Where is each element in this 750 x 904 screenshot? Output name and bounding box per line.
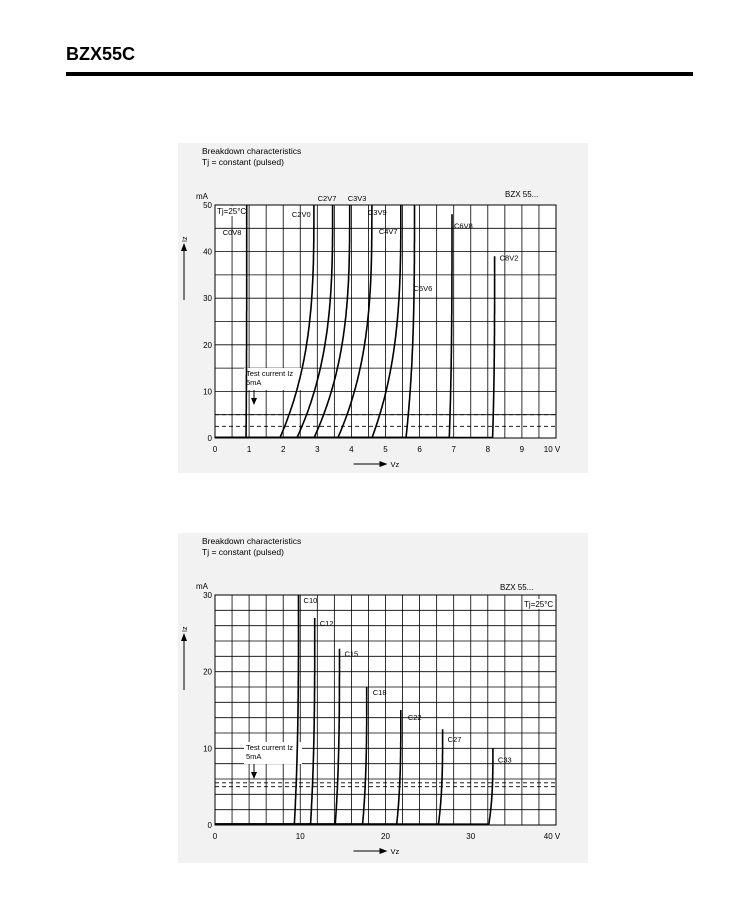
page-title: BZX55C <box>66 44 136 64</box>
chart-title: Breakdown characteristics <box>202 536 302 546</box>
x-axis-arrow-head <box>380 848 388 854</box>
x-tick-label: 30 <box>466 832 476 841</box>
test-current-label: Test current Iz <box>246 743 294 752</box>
series-label-c6v8: C6V8 <box>453 221 473 231</box>
series-label-c22: C22 <box>407 713 422 722</box>
x-axis-label: Vz <box>390 460 400 469</box>
x-tick-label: 2 <box>280 445 286 454</box>
condition-label: Tj=25°C <box>217 207 247 216</box>
breakdown-chart-high-voltage <box>178 533 588 863</box>
series-label-c8v2: C8V2 <box>499 253 519 263</box>
y-tick-label: 50 <box>203 201 212 210</box>
y-tick-label: 0 <box>207 821 212 830</box>
x-tick-label: 10 V <box>543 445 561 454</box>
chart-svg-high-voltage <box>178 533 588 863</box>
series-label-c10: C10 <box>303 596 318 605</box>
x-tick-label: 4 <box>349 445 354 454</box>
series-label-c33: C33 <box>497 755 512 765</box>
x-tick-label: 9 <box>519 445 525 454</box>
y-tick-label: 40 <box>203 247 212 257</box>
x-tick-label: 5 <box>383 445 388 454</box>
series-label-c0v8: C0V8 <box>222 228 242 237</box>
y-axis-arrow-head <box>181 633 187 641</box>
y-tick-label: 10 <box>203 744 212 754</box>
y-unit-label: mA <box>196 582 208 591</box>
x-tick-label: 3 <box>315 445 320 454</box>
breakdown-chart-low-voltage <box>178 143 588 473</box>
device-label: BZX 55... <box>505 190 539 199</box>
series-label-c5v6: C5V6 <box>413 284 433 293</box>
test-current-label: Test current Iz <box>246 369 294 378</box>
x-tick-label: 7 <box>451 445 456 454</box>
series-label-c27: C27 <box>447 735 462 745</box>
x-tick-label: 40 V <box>543 832 561 841</box>
test-current-value: 5mA <box>246 378 262 387</box>
test-current-value: 5mA <box>246 752 262 761</box>
chart-subtitle: Tj = constant (pulsed) <box>202 157 284 167</box>
y-tick-label: 20 <box>203 340 212 350</box>
series-label-c18: C18 <box>372 688 387 697</box>
x-tick-label: 8 <box>485 445 491 454</box>
condition-label: Tj=25°C <box>524 600 554 609</box>
y-tick-label: 10 <box>203 387 212 397</box>
series-label-c4v7: C4V7 <box>378 227 398 236</box>
x-tick-label: 1 <box>246 445 252 454</box>
y-tick-label: 0 <box>207 434 212 443</box>
x-tick-label: 10 <box>295 832 305 841</box>
x-tick-label: 0 <box>212 445 218 454</box>
device-label: BZX 55... <box>500 583 534 592</box>
y-tick-label: 20 <box>203 667 212 677</box>
y-tick-label: 30 <box>203 294 212 304</box>
chart-subtitle: Tj = constant (pulsed) <box>202 547 284 557</box>
y-tick-label: 30 <box>203 591 212 600</box>
series-label-c2v0: C2V0 <box>291 210 311 219</box>
chart-svg-low-voltage <box>178 143 588 473</box>
series-label-c12: C12 <box>319 619 334 628</box>
x-tick-label: 6 <box>417 445 422 454</box>
chart-title: Breakdown characteristics <box>202 146 302 156</box>
series-label-c15: C15 <box>344 649 359 659</box>
title-rule <box>66 72 693 76</box>
y-axis-arrow-head <box>181 243 187 251</box>
y-axis-label: Iz <box>182 626 189 632</box>
series-label-c2v7: C2V7 <box>317 194 337 203</box>
y-unit-label: mA <box>196 192 208 201</box>
x-axis-label: Vz <box>390 847 400 856</box>
x-tick-label: 20 <box>381 832 390 841</box>
series-label-c3v3: C3V3 <box>347 194 367 203</box>
series-label-c3v9: C3V9 <box>367 208 387 217</box>
x-tick-label: 0 <box>212 832 218 841</box>
y-axis-label: Iz <box>182 236 189 242</box>
x-axis-arrow-head <box>380 461 388 467</box>
